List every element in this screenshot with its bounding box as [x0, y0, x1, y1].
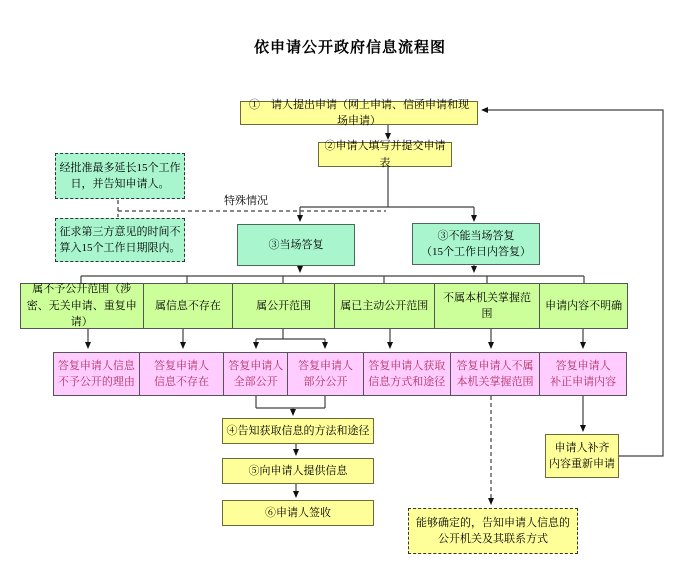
text-line: 本机关掌握范围 [456, 376, 534, 388]
answer-onsite-text: ③当场答复 [268, 238, 324, 251]
text-line: 属信息不存在 [154, 299, 221, 312]
step1-text: ① 请人提出申请（网上申请、信函申请和现场申请） [249, 98, 469, 127]
flowchart-title: 依申请公开政府信息流程图 [253, 40, 446, 56]
reapply-line2: 内容重新申请 [549, 458, 615, 470]
text-line: 属已主动公开范围 [340, 299, 429, 312]
step6-text: ⑥申请人签收 [265, 506, 331, 519]
note-confirmable-text: 能够确定的，告知申请人信息的公开机关及其联系方式 [416, 516, 570, 545]
step2-text: ②申请人填写并提交申请表 [324, 140, 446, 169]
answer-onsite-box [237, 224, 355, 266]
category-info-not-exist [143, 284, 233, 328]
text-line: 答复申请人获取 [368, 359, 446, 372]
reply-partial-disclosure [287, 353, 363, 395]
answer-delayed-line1: ③不能当场答复 [437, 229, 515, 242]
reapply-box [545, 434, 619, 478]
step5-box [222, 458, 374, 484]
text-line: 补正申请内容 [550, 376, 617, 388]
answer-delayed-box [412, 223, 540, 265]
note-third-party-box [55, 218, 185, 262]
note-extension-text: 经批准最多延长15个工作日，并告知申请人。 [59, 161, 181, 190]
text-line: 信息方式和途径 [368, 376, 446, 388]
reply-access-method [363, 353, 450, 395]
step1-box [240, 98, 478, 127]
label-special-case: 特殊情况 [224, 195, 268, 207]
note-third-party-text: 征求第三方意见的时间不算入15个工作日期限内。 [59, 225, 181, 254]
text-line: 属不予公开范围（涉密、无关申请、重复申请） [26, 283, 137, 329]
category-already-public [334, 284, 434, 328]
step2-box [318, 142, 452, 167]
step4-text: ④告知获取信息的方法和途径 [226, 424, 370, 437]
note-confirmable-box [408, 508, 578, 554]
reply-supplement [539, 353, 626, 395]
note-extension-box [55, 153, 185, 199]
text-line: 答复申请人 [228, 359, 284, 372]
text-line: 不属本机关掌握范围 [442, 291, 531, 320]
text-line: 不予公开的理由 [57, 376, 135, 388]
reply-info-not-exist [139, 353, 224, 395]
text-line: 答复申请人信息 [57, 359, 135, 372]
reply-full-disclosure [223, 353, 287, 395]
text-line: 属公开范围 [256, 299, 312, 312]
step5-text: ⑤向申请人提供信息 [248, 464, 348, 477]
reapply-line1: 申请人补齐 [554, 441, 610, 454]
text-line: 申请内容不明确 [545, 299, 623, 312]
category-unclear-request [539, 284, 627, 328]
reply-strip [53, 352, 627, 396]
category-strip [20, 283, 628, 329]
text-line: 信息不存在 [154, 376, 210, 388]
category-not-public-scope [21, 284, 143, 328]
reply-reason-not-public [54, 353, 139, 395]
text-line: 答复申请人 [154, 359, 210, 372]
step6-box [222, 500, 374, 526]
text-line: 答复申请人 [298, 359, 354, 372]
category-not-held [434, 284, 540, 328]
category-public-scope [232, 284, 334, 328]
text-line: 全部公开 [233, 376, 278, 388]
text-line: 答复申请人不属 [456, 359, 534, 372]
text-line: 答复申请人 [555, 359, 611, 372]
step4-box [222, 418, 374, 444]
text-line: 部分公开 [303, 376, 348, 388]
reply-not-held [450, 353, 540, 395]
answer-delayed-line2: （15个工作日内答复） [421, 246, 531, 258]
